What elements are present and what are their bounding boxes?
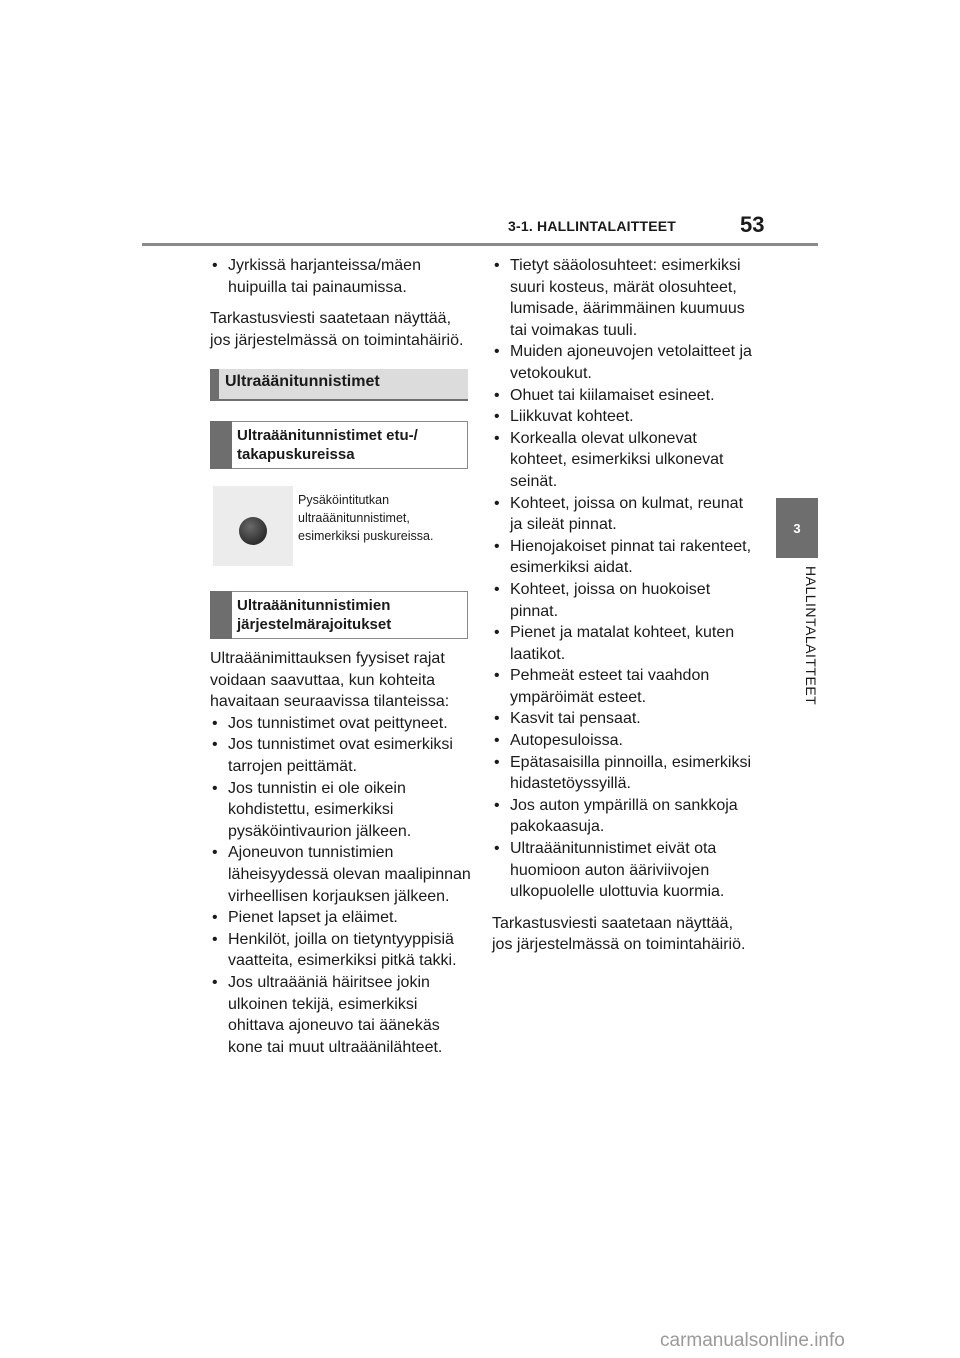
list-item: • Ultraäänitunnistimet eivät ota huomioon auton ääriviivojen ulkopuolelle ulottuvia kuormia.	[492, 838, 754, 903]
chapter-tab[interactable]: 3	[776, 498, 818, 558]
list-item: • Jos ultraääniä häiritsee jokin ulkoinen tekijä, esimerkiksi ohittava ajoneuvo tai äänekäs kone tai muut ultraäänilähteet.	[210, 972, 472, 1058]
list-item: • Pehmeät esteet tai vaahdon ympäröimät esteet.	[492, 665, 754, 708]
page-number: 53	[740, 212, 765, 237]
subsection-heading	[210, 591, 468, 639]
paragraph: Ultraäänimittauksen fyysiset rajat voidaan saavuttaa, kun kohteita havaitaan seuraavissa tilanteissa:	[210, 650, 450, 711]
sensor-image	[213, 486, 293, 566]
list-item: • Jos tunnistimet ovat peittyneet.	[210, 713, 472, 735]
list-item: • Tietyt sääolosuhteet: esimerkiksi suuri kosteus, märät olosuhteet, lumisade, äärimmäinen kuumuus tai voimakas tuuli.	[492, 255, 754, 341]
subsection-heading	[210, 421, 468, 469]
list-item: • Epätasaisilla pinnoilla, esimerkiksi hidastetöyssyillä.	[492, 752, 754, 795]
right-column	[492, 255, 754, 956]
header-section-title: 3-1. HALLINTALAITTEET	[508, 218, 677, 234]
header-rule	[142, 243, 818, 246]
heading-bar	[210, 591, 232, 639]
sensor-icon	[239, 517, 267, 545]
list-item: • Henkilöt, joilla on tietyntyyppisiä vaatteita, esimerkiksi pitkä takki.	[210, 929, 472, 972]
heading-bar	[210, 369, 219, 399]
section-heading	[210, 369, 468, 401]
list-item: • Pienet ja matalat kohteet, kuten laatikot.	[492, 622, 754, 665]
list-item: • Korkealla olevat ulkonevat kohteet, esimerkiksi ulkonevat seinät.	[492, 428, 754, 493]
list-item: • Jos tunnistimet ovat esimerkiksi tarrojen peittämät.	[210, 734, 472, 777]
list-item: • Ohuet tai kiilamaiset esineet.	[492, 385, 754, 407]
list-item: • Jos tunnistin ei ole oikein kohdistettu, esimerkiksi pysäköintivaurion jälkeen.	[210, 778, 472, 843]
list-item: • Muiden ajoneuvojen vetolaitteet ja vetokoukut.	[492, 341, 754, 384]
list-item: • Ajoneuvon tunnistimien läheisyydessä olevan maalipinnan virheellisen korjauksen jälkeen.	[210, 842, 472, 907]
left-column	[210, 255, 472, 351]
paragraph: Tarkastusviesti saatetaan näyttää, jos järjestelmässä on toimintahäiriö.	[210, 310, 464, 349]
list-item: • Kohteet, joissa on huokoiset pinnat.	[492, 579, 754, 622]
section-heading-text: Ultraäänitunnistimet	[225, 373, 380, 390]
list-item: • Jos auton ympärillä on sankkoja pakokaasuja.	[492, 795, 754, 838]
limits-block	[210, 648, 472, 1058]
paragraph: Tarkastusviesti saatetaan näyttää, jos järjestelmässä on toimintahäiriö.	[492, 914, 746, 954]
list-item: • Jyrkissä harjanteissa/mäen huipuilla tai painaumissa.	[210, 255, 472, 298]
chapter-label: HALLINTALAITTEET	[803, 566, 819, 706]
list-item: • Liikkuvat kohteet.	[492, 406, 754, 428]
heading-bar	[210, 421, 232, 469]
list-item: • Kohteet, joissa on kulmat, reunat ja sileät pinnat.	[492, 493, 754, 536]
watermark[interactable]: carmanualsonline.info	[660, 1330, 845, 1351]
list-item: • Autopesuloissa.	[492, 730, 754, 752]
image-caption: Pysäköintitutkan ultraäänitunnistimet, esimerkiksi puskureissa.	[298, 493, 434, 543]
list-item: • Pienet lapset ja eläimet.	[210, 907, 472, 929]
subsection-heading-text: Ultraäänitunnistimet etu-/ takapuskureissa	[237, 427, 418, 463]
subsection-heading-text: Ultraäänitunnistimien järjestelmärajoitukset	[237, 597, 392, 633]
list-item: • Kasvit tai pensaat.	[492, 708, 754, 730]
list-item: • Hienojakoiset pinnat tai rakenteet, esimerkiksi aidat.	[492, 536, 754, 579]
